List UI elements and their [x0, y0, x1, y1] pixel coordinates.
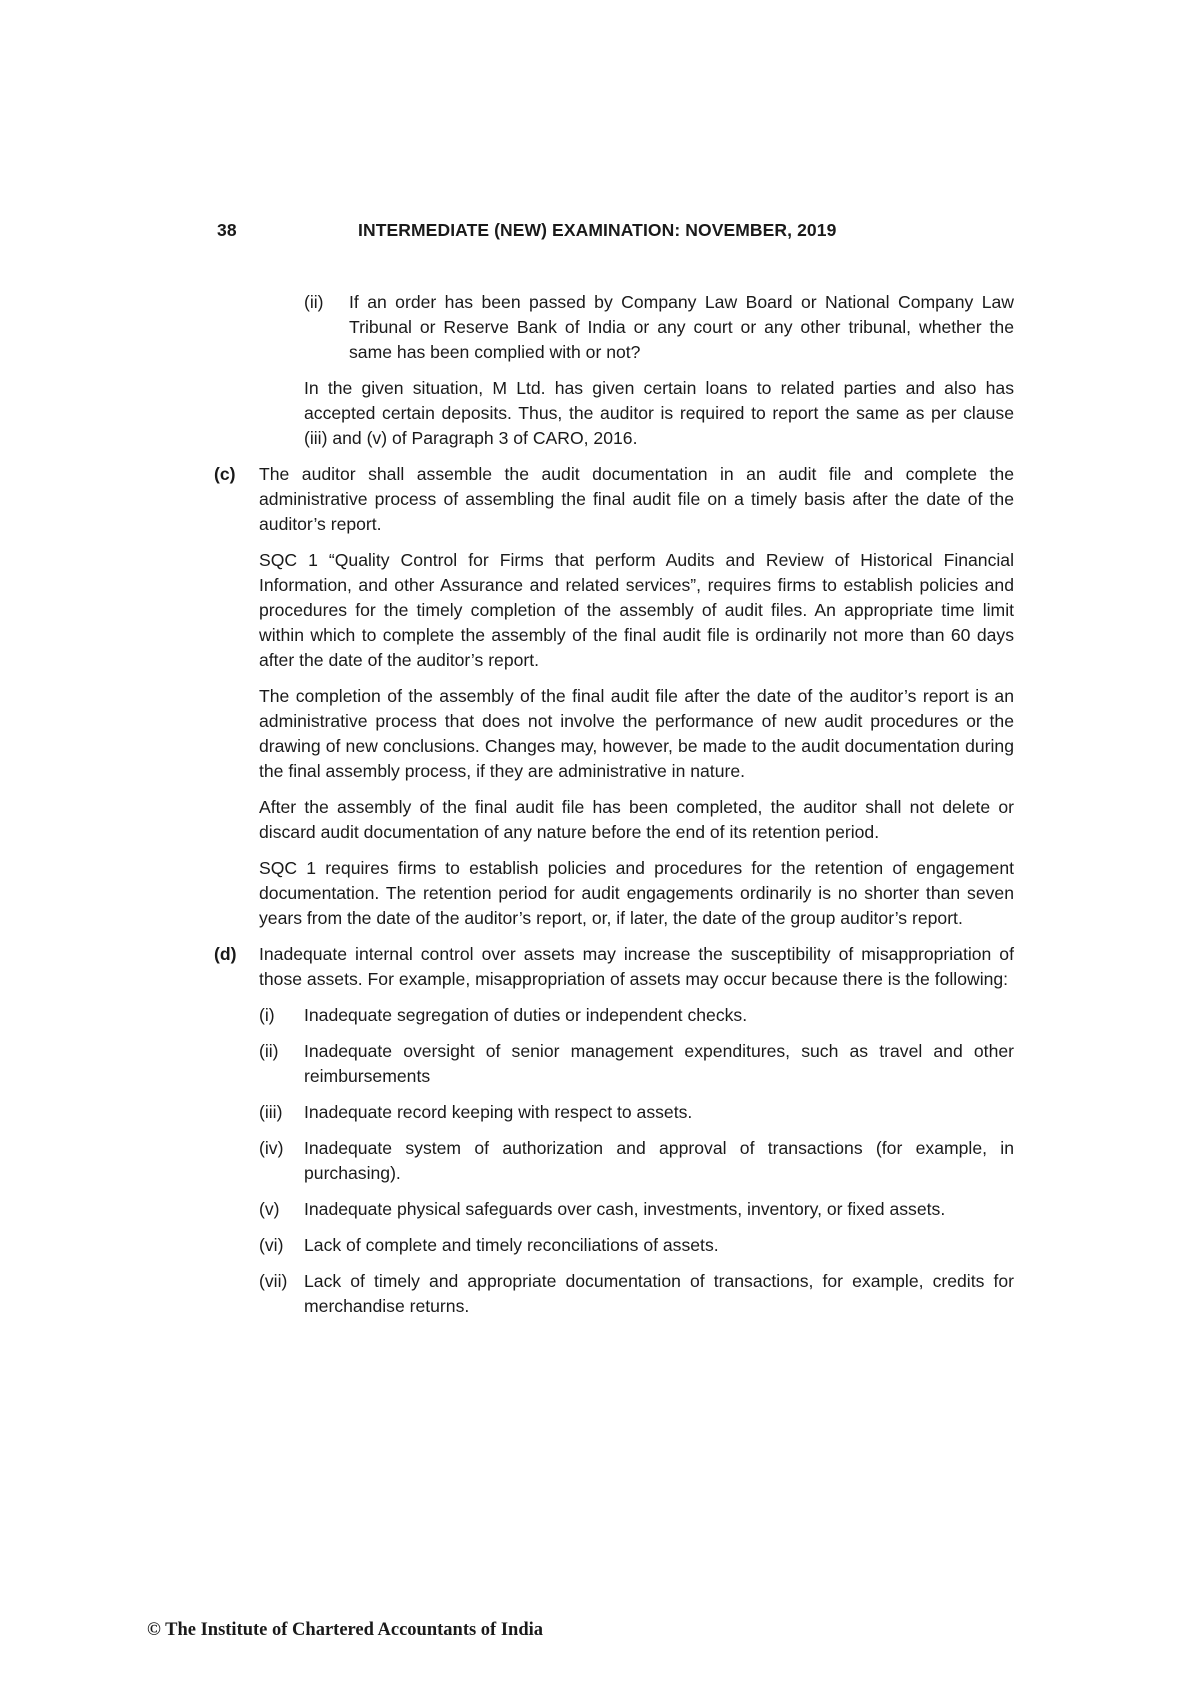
list-item-label: (vi) — [259, 1235, 284, 1255]
part-c-paragraph: SQC 1 requires firms to establish policies and procedures for the retention of engagement documentation. The retention period for audit engagements ordinarily is no shorter than seven years from the date of the auditor’s report, or, if later, the date of the group auditor’s report. — [259, 858, 1014, 928]
list-item — [259, 1233, 1014, 1258]
list-item — [259, 1197, 1014, 1222]
part-c-first — [214, 462, 1014, 537]
list-item-text: Inadequate physical safeguards over cash, investments, inventory, or fixed assets. — [304, 1199, 946, 1219]
list-item-text: Inadequate oversight of senior management expenditures, such as travel and other reimbursements — [304, 1041, 1014, 1086]
list-item — [259, 1003, 1014, 1028]
page-header — [0, 220, 1191, 244]
part-c-paragraph: The completion of the assembly of the final audit file after the date of the auditor’s report is an administrative process that does not involve the performance of new audit procedures or the drawing of new conclusions. Changes may, however, be made to the audit documentation during the final assembly process, if they are administrative in nature. — [259, 686, 1014, 781]
list-item — [259, 1269, 1014, 1319]
part-b-item-ii — [304, 290, 1014, 365]
list-item-text: Lack of complete and timely reconciliations of assets. — [304, 1235, 719, 1255]
question-label: (c) — [214, 464, 236, 484]
copyright-footer: © The Institute of Chartered Accountants of India — [147, 1620, 544, 1640]
part-c-paragraph: SQC 1 “Quality Control for Firms that perform Audits and Review of Historical Financial Information, and other Assurance and related services”, requires firms to establish policies and procedures for the timely completion of the assembly of audit files. An appropriate time limit within which to complete the assembly of the final audit file is ordinarily not more than 60 days after the date of the auditor’s report. — [259, 550, 1014, 670]
list-item-label: (ii) — [259, 1041, 279, 1061]
list-item-label: (v) — [259, 1199, 280, 1219]
part-d-intro — [214, 942, 1014, 992]
list-item-label: (vii) — [259, 1271, 288, 1291]
list-item-text: Inadequate segregation of duties or independent checks. — [304, 1005, 748, 1025]
page-number: 38 — [217, 220, 237, 240]
item-label: (ii) — [304, 292, 324, 312]
list-item-label: (iii) — [259, 1102, 283, 1122]
part-b-conclusion: In the given situation, M Ltd. has given certain loans to related parties and also has accepted certain deposits. Thus, the auditor is required to report the same as per clause (iii) and (v) of Paragraph 3 of CARO, 2016. — [304, 378, 1014, 448]
list-item — [259, 1136, 1014, 1186]
item-text: If an order has been passed by Company Law Board or National Company Law Tribunal or Reserve Bank of India or any court or any other tribunal, whether the same has been complied with or not? — [349, 292, 1014, 362]
question-label: (d) — [214, 944, 237, 964]
list-item-text: Inadequate system of authorization and approval of transactions (for example, in purchasing). — [304, 1138, 1014, 1183]
part-c-paragraph: The auditor shall assemble the audit documentation in an audit file and complete the administrative process of assembling the final audit file on a timely basis after the date of the auditor’s report. — [259, 464, 1014, 534]
part-c-paragraph: After the assembly of the final audit file has been completed, the auditor shall not delete or discard audit documentation of any nature before the end of its retention period. — [259, 797, 1014, 842]
list-item-label: (iv) — [259, 1138, 284, 1158]
running-head: INTERMEDIATE (NEW) EXAMINATION: NOVEMBER, 2019 — [358, 220, 837, 240]
list-item-text: Lack of timely and appropriate documentation of transactions, for example, credits for merchandise returns. — [304, 1271, 1014, 1316]
list-item-text: Inadequate record keeping with respect to assets. — [304, 1102, 693, 1122]
list-item — [259, 1039, 1014, 1089]
list-item-label: (i) — [259, 1005, 275, 1025]
list-item — [259, 1100, 1014, 1125]
page-content — [214, 290, 1014, 1330]
part-d-intro-text: Inadequate internal control over assets may increase the susceptibility of misappropriation of those assets. For example, misappropriation of assets may occur because there is the following: — [259, 944, 1014, 989]
